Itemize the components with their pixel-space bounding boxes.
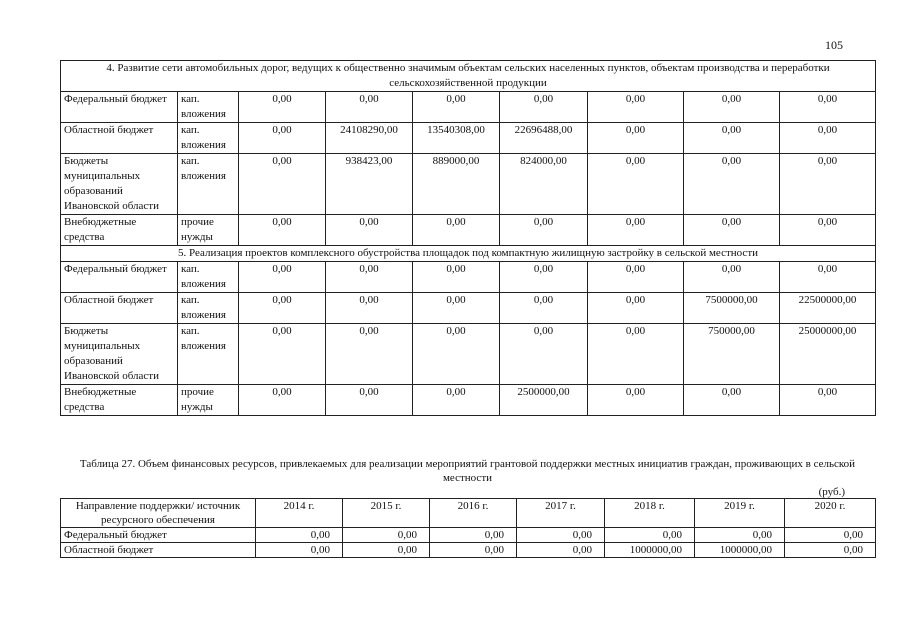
value-cell: 0,00 [684,262,780,293]
value-cell: 0,00 [785,543,876,558]
value-cell: 0,00 [430,543,517,558]
value-cell: 0,00 [780,262,876,293]
value-cell: 0,00 [500,262,588,293]
value-cell: 889000,00 [413,154,500,215]
value-cell: 0,00 [780,385,876,416]
header-year-cell: 2018 г. [605,499,695,528]
funding-source-cell: Федеральный бюджет [61,262,178,293]
value-cell: 0,00 [517,528,605,543]
table-row [61,528,876,543]
funding-source-cell: Областной бюджет [61,543,256,558]
value-cell: 24108290,00 [326,123,413,154]
section-title: 5. Реализация проектов комплексного обустройства площадок под компактную жилищную застройку в сельской местности [61,246,876,262]
value-cell: 0,00 [256,543,343,558]
funding-table-continued [60,60,876,416]
funding-source-cell: Федеральный бюджет [61,92,178,123]
value-cell: 0,00 [239,324,326,385]
expense-type-cell: кап. вложения [178,324,239,385]
value-cell: 0,00 [239,385,326,416]
value-cell: 22500000,00 [780,293,876,324]
value-cell: 0,00 [413,215,500,246]
value-cell: 0,00 [326,324,413,385]
table-row [61,543,876,558]
value-cell: 0,00 [500,293,588,324]
table-row [61,293,876,324]
value-cell: 0,00 [588,262,684,293]
table-row [61,324,876,385]
value-cell: 0,00 [780,92,876,123]
header-year-cell: 2020 г. [785,499,876,528]
value-cell: 0,00 [430,528,517,543]
value-cell: 0,00 [588,324,684,385]
value-cell: 0,00 [343,543,430,558]
value-cell: 2500000,00 [500,385,588,416]
value-cell: 0,00 [326,385,413,416]
value-cell: 0,00 [517,543,605,558]
value-cell: 0,00 [326,215,413,246]
table-row [61,262,876,293]
value-cell: 0,00 [326,262,413,293]
table-row [61,385,876,416]
value-cell: 0,00 [413,262,500,293]
value-cell: 0,00 [684,123,780,154]
expense-type-cell: кап. вложения [178,92,239,123]
section-title: 4. Развитие сети автомобильных дорог, ведущих к общественно значимым объектам сельских населенных пунктов, объектам производства и переработки сельскохозяйственной продукции [61,61,876,92]
table-row [61,92,876,123]
value-cell: 0,00 [785,528,876,543]
value-cell: 7500000,00 [684,293,780,324]
funding-source-cell: Внебюджетные средства [61,385,178,416]
grant-support-table [60,498,876,558]
funding-source-cell: Областной бюджет [61,123,178,154]
value-cell: 0,00 [780,215,876,246]
expense-type-cell: кап. вложения [178,262,239,293]
header-year-cell: 2016 г. [430,499,517,528]
value-cell: 0,00 [239,293,326,324]
value-cell: 0,00 [684,215,780,246]
funding-source-cell: Областной бюджет [61,293,178,324]
value-cell: 0,00 [588,215,684,246]
value-cell: 0,00 [684,92,780,123]
value-cell: 0,00 [588,154,684,215]
value-cell: 0,00 [326,293,413,324]
funding-source-cell: Внебюджетные средства [61,215,178,246]
value-cell: 0,00 [780,154,876,215]
value-cell: 0,00 [239,215,326,246]
expense-type-cell: кап. вложения [178,154,239,215]
value-cell: 0,00 [343,528,430,543]
expense-type-cell: прочие нужды [178,215,239,246]
value-cell: 0,00 [684,385,780,416]
value-cell: 750000,00 [684,324,780,385]
value-cell: 0,00 [588,293,684,324]
table-row [61,215,876,246]
value-cell: 938423,00 [326,154,413,215]
value-cell: 0,00 [413,293,500,324]
header-year-cell: 2014 г. [256,499,343,528]
header-year-cell: 2017 г. [517,499,605,528]
value-cell: 1000000,00 [605,543,695,558]
value-cell: 22696488,00 [500,123,588,154]
table-header-row [61,499,876,528]
value-cell: 0,00 [500,92,588,123]
table-row [61,123,876,154]
header-year-cell: 2015 г. [343,499,430,528]
value-cell: 0,00 [326,92,413,123]
value-cell: 0,00 [413,324,500,385]
value-cell: 0,00 [695,528,785,543]
table-row [61,154,876,215]
section-title-row [61,246,876,262]
expense-type-cell: кап. вложения [178,123,239,154]
funding-source-cell: Федеральный бюджет [61,528,256,543]
expense-type-cell: прочие нужды [178,385,239,416]
value-cell: 13540308,00 [413,123,500,154]
value-cell: 0,00 [256,528,343,543]
value-cell: 0,00 [239,154,326,215]
value-cell: 0,00 [239,92,326,123]
page-number: 105 [825,38,843,52]
section-title-row [61,61,876,92]
value-cell: 0,00 [239,262,326,293]
value-cell: 0,00 [588,123,684,154]
value-cell: 0,00 [588,385,684,416]
value-cell: 0,00 [500,215,588,246]
value-cell: 0,00 [684,154,780,215]
header-year-cell: 2019 г. [695,499,785,528]
value-cell: 0,00 [588,92,684,123]
funding-source-cell: Бюджеты муниципальных образований Ивановской области [61,324,178,385]
value-cell: 0,00 [605,528,695,543]
value-cell: 0,00 [413,92,500,123]
header-source-cell: Направление поддержки/ источник ресурсного обеспечения [61,499,256,528]
value-cell: 0,00 [780,123,876,154]
funding-source-cell: Бюджеты муниципальных образований Ивановской области [61,154,178,215]
value-cell: 1000000,00 [695,543,785,558]
expense-type-cell: кап. вложения [178,293,239,324]
table-27-caption: Таблица 27. Объем финансовых ресурсов, привлекаемых для реализации мероприятий грантовой поддержки местных инициатив граждан, проживающих в сельской местности [79,458,856,484]
value-cell: 0,00 [239,123,326,154]
currency-unit: (руб.) [818,486,845,498]
value-cell: 824000,00 [500,154,588,215]
value-cell: 25000000,00 [780,324,876,385]
value-cell: 0,00 [500,324,588,385]
value-cell: 0,00 [413,385,500,416]
